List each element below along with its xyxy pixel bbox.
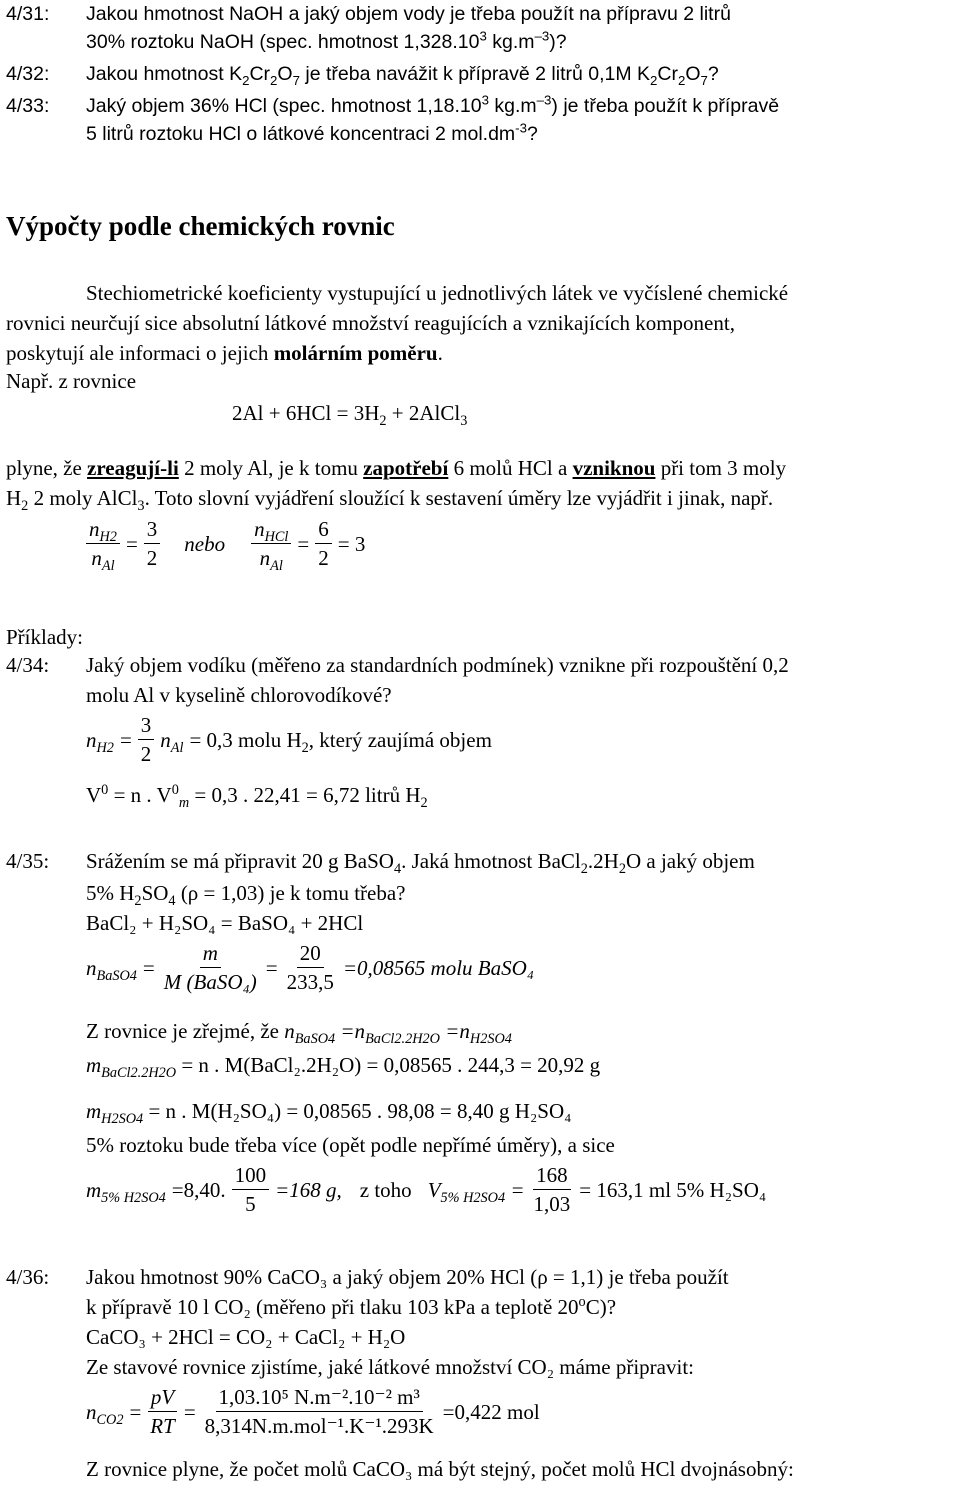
- sub: 4: [393, 861, 402, 878]
- equation-4-36: CaCO₃ + 2HCl = CO₂ + CaCl₂ + H₂O: [86, 1325, 406, 1349]
- last-line: Z rovnice plyne, že počet molů CaCO₃ má být stejný, počet molů HCl dvojnásobný:: [86, 1457, 794, 1481]
- text: n: [89, 517, 100, 541]
- text: O: [685, 63, 701, 85]
- text: n: [86, 955, 97, 980]
- n-co2: $n_{CO2}$: [86, 1399, 124, 1428]
- text: =168 g,: [275, 1177, 342, 1202]
- problem-4-31-line2: [86, 30, 567, 54]
- sub: 2: [678, 72, 686, 88]
- sub: 2: [379, 413, 387, 430]
- text: k přípravě 10 l CO₂ (měřeno při tlaku 103 kPa a teplotě 20: [86, 1295, 579, 1319]
- text: 6 molů HCl a: [448, 456, 573, 480]
- calc-4-34-n: [86, 712, 492, 768]
- text: = n . M(BaCl₂.2H₂O) = 0,08565 . 244,3 = 20,92 g: [181, 1053, 601, 1077]
- denominator: 2: [140, 742, 152, 767]
- sub: 3: [460, 413, 468, 430]
- problem-number: 4/31:: [6, 3, 50, 25]
- sup: -3: [515, 120, 527, 136]
- text: při tom 3 moly: [655, 456, 787, 480]
- text: ?: [526, 123, 538, 145]
- sup: 0: [101, 782, 109, 798]
- sub: 2: [420, 795, 428, 812]
- denominator: M (BaSO₄): [163, 970, 257, 995]
- m5-symbol: $m_{5\% H2SO4}$: [86, 1177, 166, 1206]
- text: n: [160, 727, 171, 752]
- calc-m5-v5: [86, 1162, 766, 1218]
- equation-4-35: BaCl₂ + H₂SO₄ = BaSO₄ + 2HCl: [86, 911, 364, 935]
- sup: o: [578, 1294, 586, 1310]
- sub: 2: [242, 72, 250, 88]
- problem-4-35: [6, 848, 755, 878]
- text: O: [277, 63, 293, 85]
- problem-number: 4/33:: [6, 95, 50, 117]
- intro-line-1: Stechiometrické koeficienty vystupující u jednotlivých látek ve vyčíslené chemické: [86, 281, 789, 305]
- ratio-left-fraction-2: [251, 516, 291, 575]
- numerator: 6: [315, 516, 332, 544]
- text: Jaký objem 36% HCl (spec. hmotnost 1,18.10: [86, 95, 482, 117]
- text: n: [91, 546, 102, 571]
- zrovnice-line: [86, 1018, 512, 1048]
- ratio-right-fraction-2: [315, 516, 332, 572]
- problem-number: 4/34:: [6, 653, 50, 677]
- formula: $n_{BaSO4} =n_{BaCl2.2H2O} =n_{H2SO4}$: [284, 1019, 512, 1048]
- sub: 7: [700, 72, 708, 88]
- calc-nco2: [86, 1384, 540, 1440]
- text: Jakou hmotnost 90% CaCO₃ a jaký objem 20% HCl (ρ = 1,1) je třeba použít: [86, 1265, 729, 1289]
- text: C)?: [585, 1295, 617, 1319]
- problem-4-34: [6, 652, 789, 678]
- sub: 2: [301, 739, 309, 756]
- line-5pct: 5% roztoku bude třeba více (opět podle nepřímé úměry), a sice: [86, 1133, 615, 1157]
- denominator: 2: [146, 546, 158, 571]
- text: Srážením se má připravit 20 g BaSO: [86, 849, 394, 873]
- numerator: [251, 516, 291, 544]
- m-symbol: $m_{H2SO4}$: [86, 1099, 144, 1128]
- denominator: RT: [150, 1414, 175, 1439]
- text: z toho: [359, 1177, 412, 1202]
- sub: 2: [270, 72, 278, 88]
- text: )?: [549, 31, 567, 53]
- text: Jaký objem vodíku (měřeno za standardních podmínek) vznikne při rozpouštění 0,2: [86, 653, 789, 677]
- result: =0,422 mol: [442, 1399, 540, 1424]
- problem-4-36: [6, 1264, 729, 1290]
- text: , který zaujímá objem: [308, 727, 492, 752]
- denominator: 233,5: [286, 970, 334, 995]
- fraction-2: [202, 1384, 437, 1440]
- calc-m-bacl2: [86, 1052, 601, 1082]
- equals: =: [142, 955, 155, 980]
- text: + 2AlCl: [386, 401, 461, 425]
- fraction: [232, 1162, 270, 1218]
- text: = n . M(H₂SO₄) = 0,08565 . 98,08 = 8,40 g H₂SO₄: [148, 1099, 572, 1123]
- fraction-2: [284, 940, 337, 996]
- numerator: pV: [148, 1384, 177, 1412]
- intro-line-5: [6, 455, 786, 481]
- equals: =: [297, 531, 310, 556]
- calc-4-35-n: [86, 940, 534, 996]
- sup: –3: [534, 28, 550, 44]
- bold-text: molárním poměru: [273, 341, 438, 365]
- text: Cr: [657, 63, 678, 85]
- equals: =: [265, 955, 278, 980]
- calc-4-34-v: [86, 782, 428, 812]
- n-al: [160, 727, 184, 756]
- text: n: [86, 727, 97, 752]
- text: = 163,1 ml 5% H₂SO₄: [579, 1177, 767, 1202]
- problem-4-35-line2: [86, 880, 406, 910]
- fraction-1: [147, 1384, 178, 1440]
- text: Z rovnice je zřejmé, že: [86, 1019, 279, 1043]
- text: n: [254, 517, 265, 541]
- equals: =: [119, 727, 132, 752]
- sub: Al: [270, 558, 283, 575]
- bold-text: zapotřebí: [363, 456, 449, 480]
- sub: 2: [580, 861, 588, 878]
- fraction-1: [161, 940, 260, 996]
- result: =0,08565 molu BaSO₄: [342, 955, 535, 980]
- problem-number: 4/32:: [6, 63, 50, 85]
- sub: Al: [101, 558, 115, 575]
- text: (ρ = 1,03) je k tomu třeba?: [175, 881, 406, 905]
- sub: Al: [170, 739, 184, 756]
- text: poskytují ale informaci o jejich: [6, 341, 274, 365]
- denominator: 2: [318, 546, 329, 571]
- text: O a jaký objem: [625, 849, 755, 873]
- sup: –3: [536, 92, 552, 108]
- text: kg.m: [486, 31, 535, 53]
- v5-symbol: $V_{5\% H2SO4}$ =: [427, 1177, 525, 1206]
- numerator: 168: [533, 1162, 571, 1190]
- denominator: 5: [245, 1192, 256, 1217]
- numerator: 1,03.10⁵ N.m⁻².10⁻² m³: [216, 1384, 423, 1412]
- sup: 3: [479, 28, 487, 44]
- bold-text: zreagují-li: [87, 456, 179, 480]
- problem-number: 4/35:: [6, 849, 50, 873]
- text: = n . V: [108, 783, 172, 807]
- text: =8,40.: [171, 1177, 226, 1202]
- denominator: [257, 544, 286, 575]
- sub: 2: [21, 498, 29, 515]
- sub: 3: [137, 498, 145, 515]
- sub: m: [178, 795, 190, 812]
- intro-line-6: [6, 485, 774, 515]
- examples-label: Příklady:: [6, 625, 83, 649]
- numerator: 3: [144, 516, 161, 544]
- m-symbol: $m_{BaCl2.2H2O}$: [86, 1053, 177, 1082]
- text: Cr: [249, 63, 271, 85]
- bold-text: vzniknou: [572, 456, 656, 480]
- sub: 2: [650, 72, 658, 88]
- text: = 0,3 molu H: [189, 727, 302, 752]
- problem-number: 4/36:: [6, 1265, 50, 1289]
- problem-4-32: [6, 62, 719, 86]
- problem-4-33-line2: [86, 122, 538, 146]
- problem-text: Jakou hmotnost NaOH a jaký objem vody je třeba použít na přípravu 2 litrů: [86, 3, 731, 25]
- text: . Toto slovní vyjádření sloužící k sestavení úměry lze vyjádřit i jinak, např.: [144, 486, 774, 510]
- intro-line-3: [6, 340, 443, 366]
- text: Jakou hmotnost K: [86, 63, 243, 85]
- text: ?: [707, 63, 719, 85]
- problem-4-33: [6, 94, 779, 118]
- text: 5% H: [86, 881, 135, 905]
- text: .2H: [587, 849, 619, 873]
- text: .: [437, 341, 443, 365]
- text: V: [86, 783, 102, 807]
- rest: [189, 727, 492, 756]
- text: n: [259, 546, 271, 571]
- text: ) je třeba použít k přípravě: [551, 95, 780, 117]
- text: plyne, že: [6, 456, 88, 480]
- denominator: [88, 544, 117, 575]
- numerator: m: [200, 940, 221, 968]
- numerator: [86, 516, 120, 544]
- result: = 3: [337, 531, 366, 556]
- problem-4-31: [6, 2, 731, 26]
- sub: H2: [99, 529, 117, 546]
- sup: 3: [481, 92, 489, 108]
- numerator: 20: [297, 940, 324, 968]
- denominator: 1,03: [533, 1192, 571, 1217]
- fraction-v: [531, 1162, 574, 1218]
- text: 2 moly AlCl: [28, 486, 138, 510]
- sub: HCl: [264, 529, 289, 546]
- sup: 0: [171, 782, 179, 798]
- sub: 2: [134, 893, 142, 910]
- text: H: [6, 486, 22, 510]
- denominator: 8,314N.m.mol⁻¹.K⁻¹.293K: [204, 1414, 434, 1439]
- problem-4-34-line2: molu Al v kyselině chlorovodíkové?: [86, 683, 392, 707]
- text: SO: [141, 881, 169, 905]
- nebo-word: nebo: [184, 531, 226, 556]
- text: = 0,3 . 22,41 = 6,72 litrů H: [189, 783, 421, 807]
- section-heading: Výpočty podle chemických rovnic: [6, 211, 395, 241]
- sub: H2: [96, 739, 114, 756]
- ratio-left-fraction: [86, 516, 120, 575]
- sub: 7: [292, 72, 300, 88]
- numerator: 3: [138, 712, 155, 740]
- n-baso4: $n_{BaSO4}$: [86, 955, 137, 984]
- text: kg.m: [488, 95, 537, 117]
- text: je třeba navážit k přípravě 2 litrů 0,1M K: [299, 63, 651, 85]
- text: 2Al + 6HCl = 3H: [232, 401, 380, 425]
- intro-line-4: Např. z rovnice: [6, 369, 137, 393]
- equals: =: [129, 1399, 142, 1424]
- intro-line-2: rovnici neurčují sice absolutní látkové množství reagujících a vznikajících komponent,: [6, 311, 735, 335]
- equals: =: [183, 1399, 196, 1424]
- line-stavova: Ze stavové rovnice zjistíme, jaké látkové množství CO₂ máme připravit:: [86, 1355, 694, 1379]
- text: . Jaká hmotnost BaCl: [401, 849, 581, 873]
- problem-4-36-line2: [86, 1294, 616, 1320]
- reaction-equation: [232, 400, 468, 430]
- ratio-formula-1: [86, 516, 366, 575]
- fraction: [138, 712, 155, 768]
- numerator: 100: [232, 1162, 270, 1190]
- ratio-right-fraction: [144, 516, 161, 572]
- sub: 2: [618, 861, 626, 878]
- text: 30% roztoku NaOH (spec. hmotnost 1,328.10: [86, 31, 480, 53]
- sub: 4: [168, 893, 176, 910]
- equals: =: [125, 531, 138, 556]
- text: 2 moly Al, je k tomu: [178, 456, 364, 480]
- text: 5 litrů roztoku HCl o látkové koncentraci 2 mol.dm: [86, 123, 516, 145]
- calc-m-h2so4: [86, 1098, 572, 1128]
- n-symbol: [86, 727, 114, 756]
